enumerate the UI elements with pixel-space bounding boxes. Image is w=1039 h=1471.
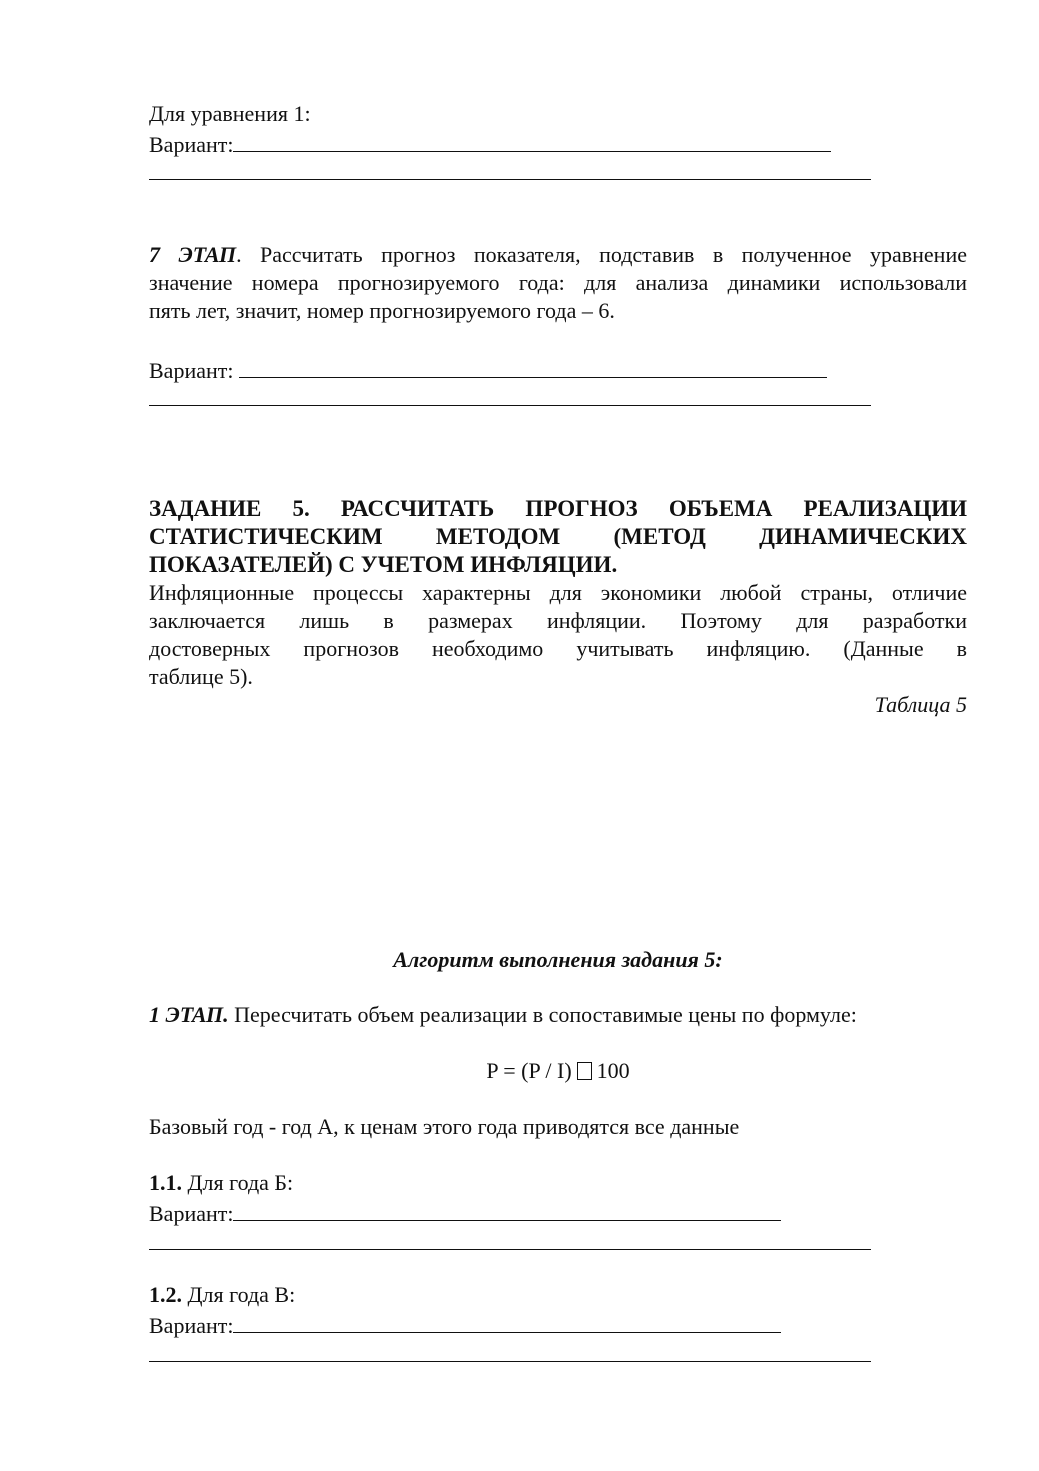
variant-line-eq1: Вариант: (149, 129, 967, 159)
stage-7-paragraph: 7 ЭТАП. Рассчитать прогноз показателя, подставив в полученное уравнение значение номера прогнозируемого года: для анализа динамики использовали пять лет, значит, номер прогнозируемого года – 6. (149, 242, 967, 323)
answer-rule[interactable] (149, 1249, 967, 1250)
variant-line-1-1: Вариант: (149, 1198, 967, 1228)
base-year-note: Базовый год - год А, к ценам этого года приводятся все данные (149, 1114, 740, 1139)
task-5-paragraph: Инфляционные процессы характерны для экономики любой страны, отличие заключается лишь в размерах инфляции. Поэтому для разработки достоверных прогнозов необходимо учитывать инфляцию. (Данные в таблице 5). (149, 580, 967, 689)
answer-blank[interactable] (233, 129, 831, 152)
algorithm-stage-1: 1 ЭТАП. Пересчитать объем реализации в сопоставимые цены по формуле: (149, 1002, 857, 1027)
table-5-caption: Таблица 5 (874, 692, 967, 717)
algorithm-title: Алгоритм выполнения задания 5: (393, 947, 723, 972)
equation-1-label: Для уравнения 1: (149, 101, 311, 126)
stage-7-label: 7 ЭТАП (149, 242, 237, 267)
item-1-1: 1.1. Для года Б: (149, 1170, 294, 1195)
variant-line-1-2: Вариант: (149, 1310, 967, 1340)
answer-blank[interactable] (233, 1198, 781, 1221)
answer-rule[interactable] (149, 179, 967, 180)
task-5-heading: ЗАДАНИЕ 5. РАССЧИТАТЬ ПРОГНОЗ ОБЪЕМА РЕАЛИЗАЦИИ СТАТИСТИЧЕСКИМ МЕТОДОМ (МЕТОД ДИНАМИЧЕСКИХ ПОКАЗАТЕЛЕЙ) С УЧЕТОМ ИНФЛЯЦИИ. (149, 496, 967, 577)
answer-rule[interactable] (149, 405, 967, 406)
answer-blank[interactable] (233, 1310, 781, 1333)
variant-line-stage7: Вариант: (149, 355, 967, 385)
answer-blank[interactable] (239, 355, 827, 378)
formula: P = (P / I) 100 (486, 1058, 630, 1083)
stage-1-label: 1 ЭТАП. (149, 1002, 229, 1027)
missing-glyph-icon (577, 1062, 592, 1080)
answer-rule[interactable] (149, 1361, 967, 1362)
item-1-2: 1.2. Для года В: (149, 1282, 296, 1307)
